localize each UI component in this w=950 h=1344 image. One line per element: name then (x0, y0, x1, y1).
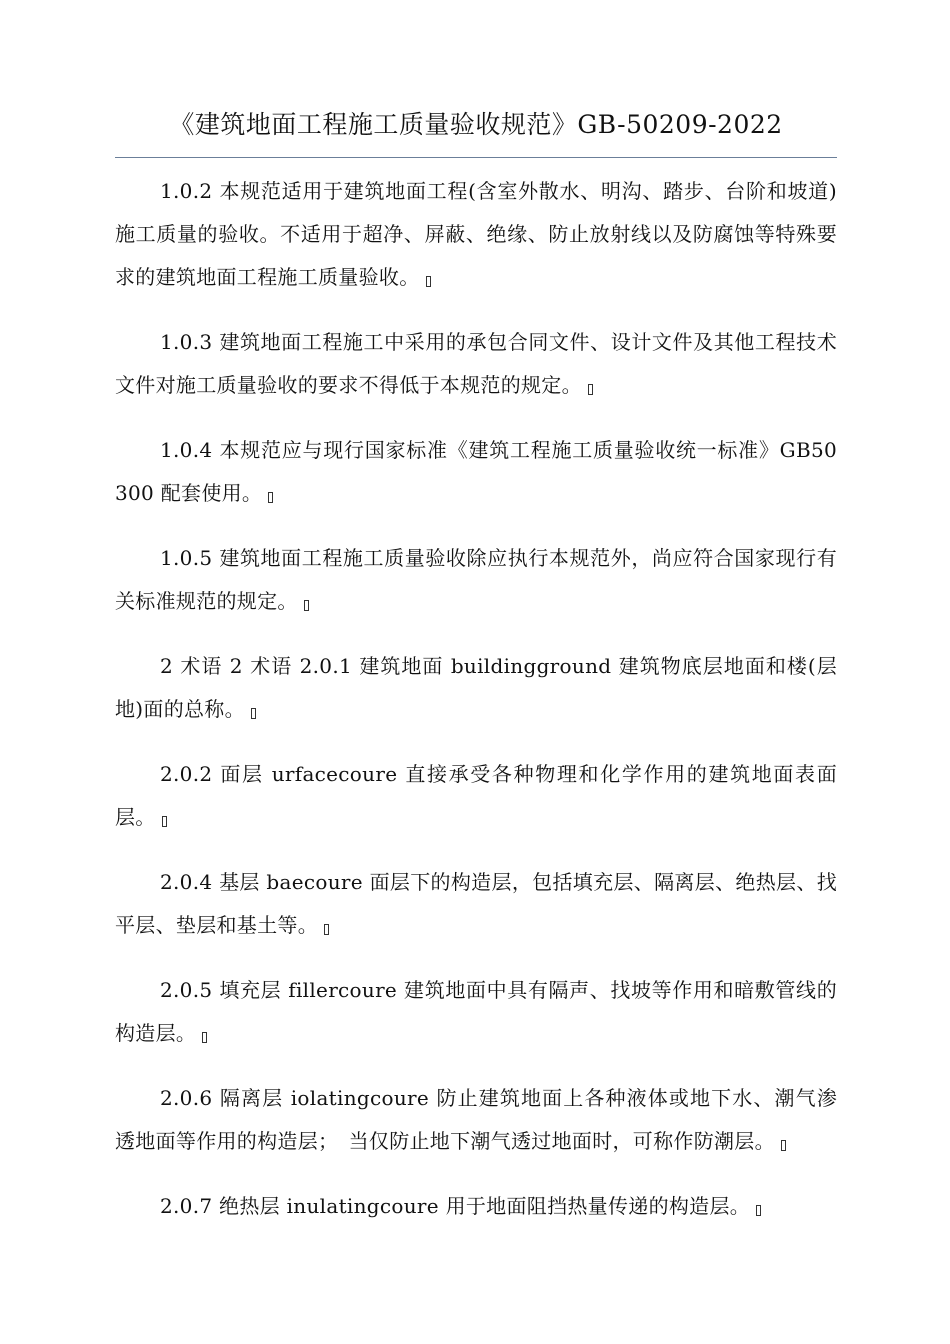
paragraph-text: 2 术语 2 术语 2.0.1 建筑地面 buildingground 建筑物底层地面和楼(层地)面的总称。 (115, 654, 837, 721)
document-body (115, 170, 837, 1250)
paragraph-1-0-5 (115, 537, 837, 623)
paragraph-text: 1.0.5 建筑地面工程施工质量验收除应执行本规范外，尚应符合国家现行有关标准规范的规定。 (115, 546, 837, 613)
paragraph-end-mark-icon (781, 1140, 786, 1151)
paragraph-text: 2.0.6 隔离层 iolatingcoure 防止建筑地面上各种液体或地下水、潮气渗透地面等作用的构造层； 当仅防止地下潮气透过地面时，可称作防潮层。 (115, 1086, 837, 1153)
paragraph-end-mark-icon (324, 924, 329, 935)
paragraph-end-mark-icon (251, 708, 256, 719)
paragraph-2-0-2 (115, 753, 837, 839)
paragraph-2-0-6 (115, 1077, 837, 1163)
paragraph-end-mark-icon (426, 276, 431, 287)
paragraph-2-0-7 (115, 1185, 837, 1228)
paragraph-1-0-2 (115, 170, 837, 299)
paragraph-2-0-1 (115, 645, 837, 731)
paragraph-text: 1.0.2 本规范适用于建筑地面工程(含室外散水、明沟、踏步、台阶和坡道)施工质量的验收。不适用于超净、屏蔽、绝缘、防止放射线以及防腐蚀等特殊要求的建筑地面工程施工质量验收。 (115, 179, 837, 289)
paragraph-text: 2.0.7 绝热层 inulatingcoure 用于地面阻挡热量传递的构造层。 (160, 1194, 751, 1218)
title-divider (115, 157, 837, 158)
paragraph-end-mark-icon (588, 384, 593, 395)
paragraph-1-0-3 (115, 321, 837, 407)
paragraph-text: 2.0.4 基层 baecoure 面层下的构造层，包括填充层、隔离层、绝热层、找平层、垫层和基土等。 (115, 870, 837, 937)
paragraph-text: 2.0.2 面层 urfacecoure 直接承受各种物理和化学作用的建筑地面表面层。 (115, 762, 837, 829)
paragraph-2-0-4 (115, 861, 837, 947)
paragraph-2-0-5 (115, 969, 837, 1055)
paragraph-text: 2.0.5 填充层 fillercoure 建筑地面中具有隔声、找坡等作用和暗敷管线的构造层。 (115, 978, 837, 1045)
paragraph-end-mark-icon (756, 1205, 761, 1216)
paragraph-text: 1.0.3 建筑地面工程施工中采用的承包合同文件、设计文件及其他工程技术文件对施工质量验收的要求不得低于本规范的规定。 (115, 330, 837, 397)
paragraph-end-mark-icon (202, 1032, 207, 1043)
paragraph-1-0-4 (115, 429, 837, 515)
paragraph-text: 1.0.4 本规范应与现行国家标准《建筑工程施工质量验收统一标准》GB50300 配套使用。 (115, 438, 837, 505)
document-title: 《建筑地面工程施工质量验收规范》GB-50209-2022 (169, 110, 783, 139)
paragraph-end-mark-icon (268, 492, 273, 503)
paragraph-end-mark-icon (304, 600, 309, 611)
paragraph-end-mark-icon (162, 816, 167, 827)
